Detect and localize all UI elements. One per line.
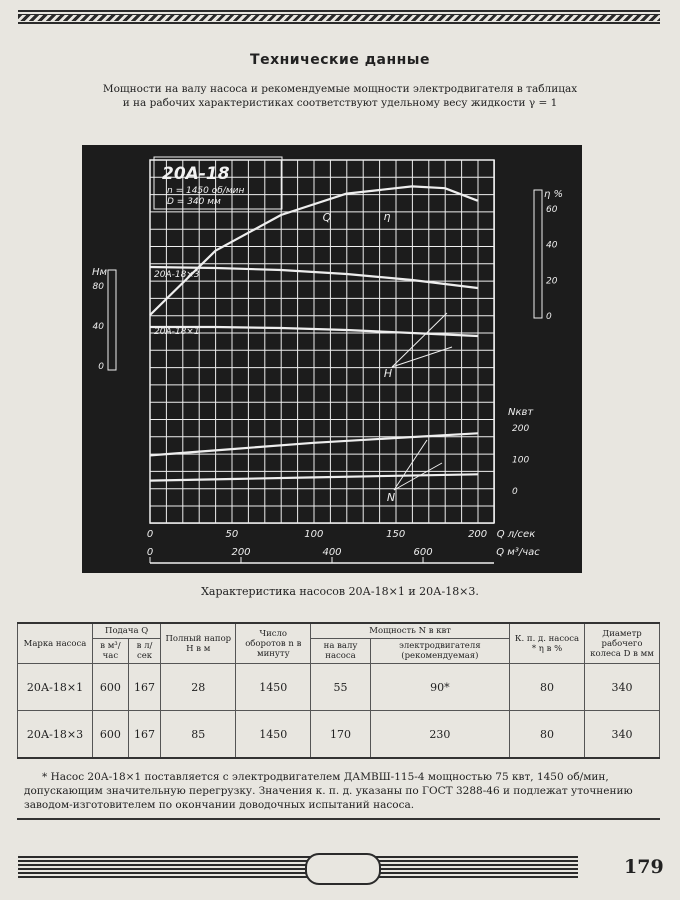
header-power: Мощность N в квт: [311, 623, 510, 639]
cell-flow-m3: 600: [93, 664, 129, 711]
curve-label-q: Q: [322, 211, 332, 224]
bottom-decorative-rule: [18, 856, 578, 878]
power-tick-label: 100: [512, 455, 530, 466]
leader-line-n: [394, 440, 427, 490]
cell-power-shaft: 170: [311, 711, 370, 759]
header-speed: Число оборотов n в минуту: [236, 623, 311, 664]
header-flow-ls: в л/сек: [128, 639, 161, 664]
cell-power-motor: 230: [370, 711, 509, 759]
head-tick-label: 0: [98, 362, 104, 372]
table-row: [18, 711, 660, 759]
cell-head: 28: [161, 664, 236, 711]
chart-subtitle-speed: n = 1450 об/мин: [167, 186, 245, 196]
table-row: [18, 664, 660, 711]
header-flow: Подача Q: [93, 623, 161, 639]
leader-line-h: [392, 313, 447, 367]
x-secondary-tick-label: 400: [322, 547, 342, 558]
header-power-motor: электродвигателя (рекомендуемая): [370, 639, 509, 664]
power-tick-label: 0: [512, 487, 518, 497]
x-secondary-axis-label: Q м³/час: [496, 547, 540, 558]
efficiency-tick-label: 60: [546, 204, 558, 215]
curve-label-eta: η: [383, 210, 391, 223]
head-tick-label: 40: [92, 322, 104, 332]
cell-flow-m3: 600: [93, 711, 129, 759]
x-tick-label: 50: [225, 529, 239, 540]
pump-characteristic-chart: [82, 145, 582, 573]
header-head: Полный напор H в м: [161, 623, 236, 664]
cell-efficiency: 80: [510, 664, 585, 711]
chart-svg: [82, 145, 582, 573]
top-decorative-rule: [18, 10, 660, 26]
x-tick-label: 200: [468, 529, 488, 540]
power-axis-label: Nквт: [508, 407, 534, 418]
header-efficiency: К. п. д. насоса * η в %: [510, 623, 585, 664]
cell-speed: 1450: [236, 711, 311, 759]
cell-flow-ls: 167: [128, 711, 161, 759]
efficiency-tick-label: 0: [546, 312, 552, 322]
technical-data-table: [17, 622, 660, 759]
page-number: 179: [624, 856, 664, 878]
header-flow-m3: в м³/час: [93, 639, 129, 664]
x-secondary-tick-label: 200: [231, 547, 251, 558]
efficiency-tick-label: 20: [546, 276, 558, 287]
chart-caption: Характеристика насосов 20А-18×1 и 20А-18×3.: [201, 585, 479, 598]
series-label-x1: 20А-18×1: [154, 327, 200, 337]
header-power-shaft: на валу насоса: [311, 639, 370, 664]
power-tick-label: 200: [512, 424, 530, 434]
chart-title: 20А-18: [162, 164, 230, 184]
head-tick-label: 80: [92, 282, 104, 292]
section-title: Технические данные: [250, 52, 430, 68]
footnote-divider: [17, 818, 660, 820]
footnote: * Насос 20А-18×1 поставляется с электродвигателем ДАМВШ-115-4 мощностью 75 квт, 1450 об/мин, допускающим значительную перегрузку. Значения к. п. д. указаны по ГОСТ 3288-46 и подлежат уточнению заводом-изготовителем по окончании доводочных испытаний насоса.: [24, 771, 633, 811]
cell-diameter: 340: [585, 711, 660, 759]
pump-emblem-icon: [305, 853, 381, 885]
cell-brand: 20А-18×3: [18, 711, 93, 759]
x-tick-label: 100: [304, 529, 324, 540]
x-tick-label: 150: [386, 529, 406, 540]
cell-diameter: 340: [585, 664, 660, 711]
cell-brand: 20А-18×1: [18, 664, 93, 711]
x-secondary-tick-label: 0: [146, 547, 154, 558]
curve-label-h: H: [383, 367, 393, 380]
curve-label-n: N: [386, 491, 396, 504]
intro-text-line-2: и на рабочих характеристиках соответствуют удельному весу жидкости γ = 1: [122, 97, 558, 109]
x-secondary-tick-label: 600: [413, 547, 433, 558]
x-tick-label: 0: [146, 529, 154, 540]
head-axis-label: Нм: [92, 267, 108, 278]
series-label-x3: 20А-18×3: [154, 270, 200, 280]
efficiency-axis-scale: [534, 190, 542, 318]
header-diameter: Диаметр рабочего колеса D в мм: [585, 623, 660, 664]
header-brand: Марка насоса: [18, 623, 93, 664]
cell-efficiency: 80: [510, 711, 585, 759]
cell-head: 85: [161, 711, 236, 759]
intro-text-line-1: Мощности на валу насоса и рекомендуемые мощности электродвигателя в таблицах: [102, 83, 578, 95]
x-axis-label: Q л/сек: [496, 529, 536, 540]
efficiency-axis-label: η %: [544, 189, 564, 200]
chart-axis-layer: [92, 189, 563, 563]
cell-flow-ls: 167: [128, 664, 161, 711]
cell-power-motor: 90*: [370, 664, 509, 711]
cell-power-shaft: 55: [311, 664, 370, 711]
efficiency-tick-label: 40: [546, 240, 558, 251]
head-axis-scale: [108, 270, 116, 370]
cell-speed: 1450: [236, 664, 311, 711]
chart-subtitle-diameter: D = 340 мм: [167, 197, 221, 207]
